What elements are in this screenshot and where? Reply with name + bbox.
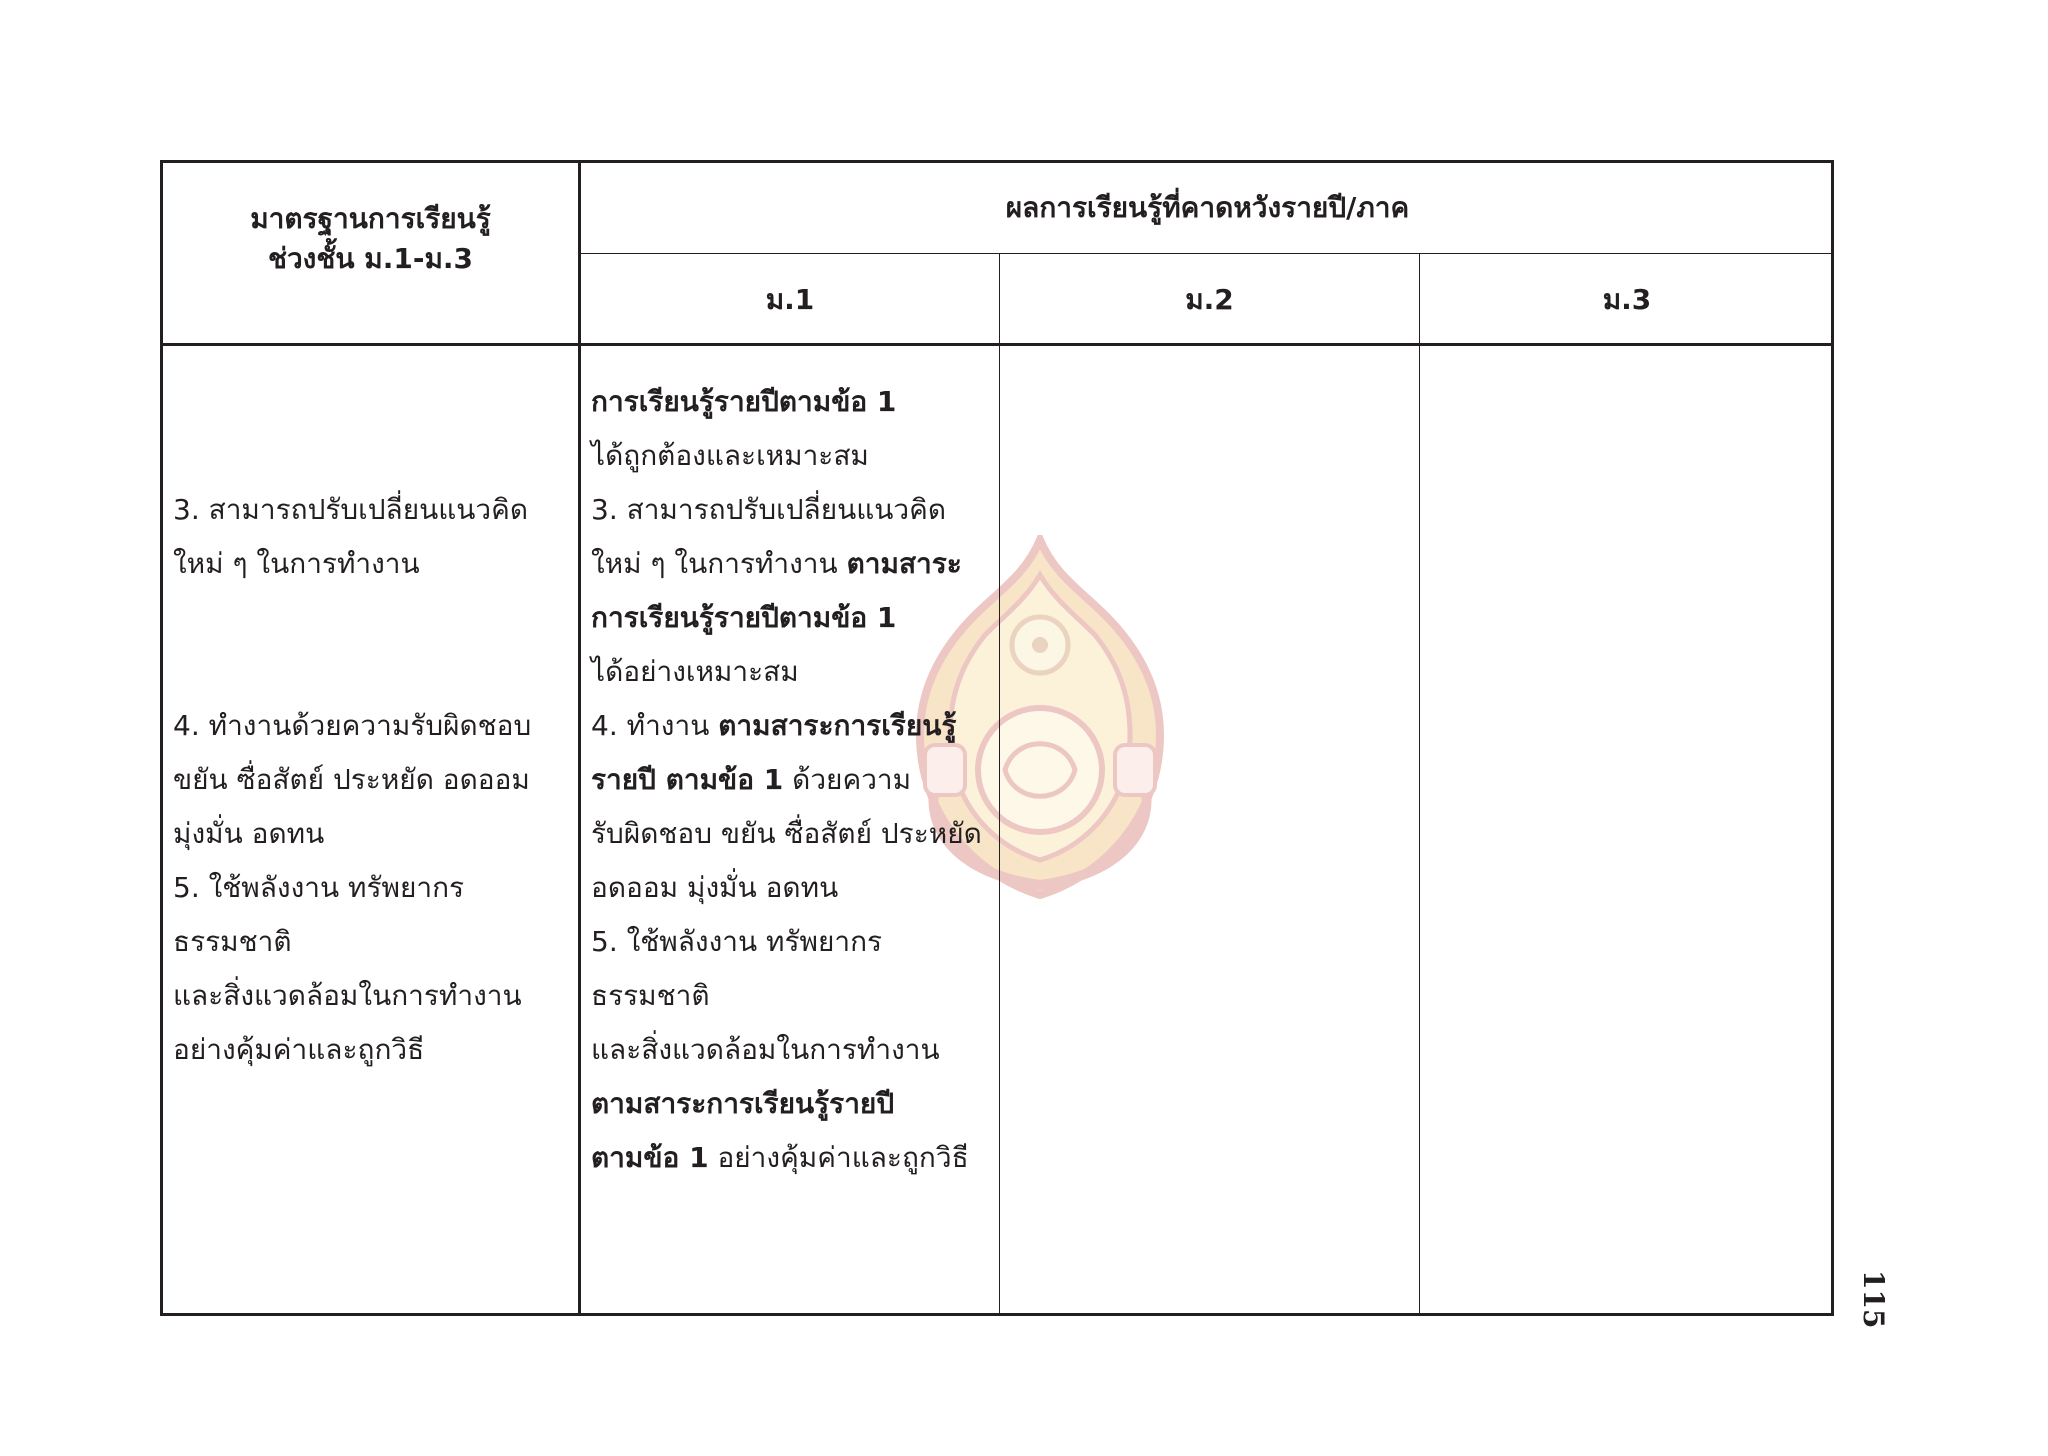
- standards-header-line-1: มาตรฐานการเรียนรู้: [250, 202, 491, 235]
- header-subdivider-line: [581, 253, 1834, 254]
- m1-line-11: 5. ใช้พลังงาน ทรัพยากร ธรรมชาติ: [591, 925, 883, 1012]
- m1-line-12: และสิ่งแวดล้อมในการทำงาน: [591, 1033, 940, 1066]
- m1-line-7-bold: ตามสาระการเรียนรู้: [718, 709, 957, 742]
- m1-line-5: การเรียนรู้รายปีตามข้อ 1: [591, 601, 897, 634]
- standards-header-line-2: ช่วงชั้น ม.1-ม.3: [267, 242, 474, 275]
- learning-standards-table: [160, 160, 1834, 1316]
- standards-column-item-4: [173, 699, 573, 861]
- m1-line-8: [591, 753, 996, 807]
- m1-line-13: ตามสาระการเรียนรู้รายปี: [591, 1087, 895, 1120]
- standard-5-line-3: อย่างคุ้มค่าและถูกวิธี: [173, 1033, 425, 1066]
- column-divider-standards: [578, 163, 581, 1316]
- m1-line-3: 3. สามารถปรับเปลี่ยนแนวคิด: [591, 493, 947, 526]
- standard-4-line-3: มุ่งมั่น อดทน: [173, 817, 325, 850]
- column-divider-m2-m3: [1419, 253, 1420, 1316]
- standard-3-line-2: ใหม่ ๆ ในการทำงาน: [173, 547, 420, 580]
- m1-line-7-text: 4. ทำงาน: [591, 709, 719, 742]
- grade-m3-header: ม.3: [1602, 283, 1652, 316]
- m1-line-6: ได้อย่างเหมาะสม: [591, 655, 799, 688]
- standard-5-line-1: 5. ใช้พลังงาน ทรัพยากร ธรรมชาติ: [173, 871, 465, 958]
- m1-line-8-text: ด้วยความ: [783, 763, 912, 796]
- m1-line-14: [591, 1131, 996, 1185]
- m1-column-body: [591, 375, 996, 1185]
- expected-results-header: ผลการเรียนรู้ที่คาดหวังรายปี/ภาค: [1005, 191, 1410, 224]
- standard-5-line-2: และสิ่งแวดล้อมในการทำงาน: [173, 979, 522, 1012]
- m1-line-4: [591, 537, 996, 591]
- column-divider-m1-m2: [999, 253, 1000, 1316]
- grade-m1-header: ม.1: [765, 283, 815, 316]
- m1-line-2: ได้ถูกต้องและเหมาะสม: [591, 439, 869, 472]
- m1-line-4-bold: ตามสาระ: [846, 547, 962, 580]
- m1-line-14-bold: ตามข้อ 1: [591, 1141, 709, 1174]
- grade-m2-header: ม.2: [1185, 283, 1234, 316]
- standard-4-line-2: ขยัน ซื่อสัตย์ ประหยัด อดออม: [173, 763, 530, 796]
- m1-line-10: อดออม มุ่งมั่น อดทน: [591, 871, 839, 904]
- standard-4-line-1: 4. ทำงานด้วยความรับผิดชอบ: [173, 709, 532, 742]
- m1-line-7: [591, 699, 996, 753]
- m1-line-14-text: อย่างคุ้มค่าและถูกวิธี: [708, 1141, 969, 1174]
- page-number: 115: [1857, 1270, 1890, 1329]
- m1-line-1: การเรียนรู้รายปีตามข้อ 1: [591, 385, 897, 418]
- m1-line-8-bold: รายปี ตามข้อ 1: [591, 763, 784, 796]
- m1-line-4-text: ใหม่ ๆ ในการทำงาน: [591, 547, 847, 580]
- standards-column-item-5: [173, 861, 573, 1077]
- standards-column-body: [173, 483, 573, 591]
- m1-line-9: รับผิดชอบ ขยัน ซื่อสัตย์ ประหยัด: [591, 817, 982, 850]
- standard-3-line-1: 3. สามารถปรับเปลี่ยนแนวคิด: [173, 493, 529, 526]
- standards-column-header: [163, 199, 578, 279]
